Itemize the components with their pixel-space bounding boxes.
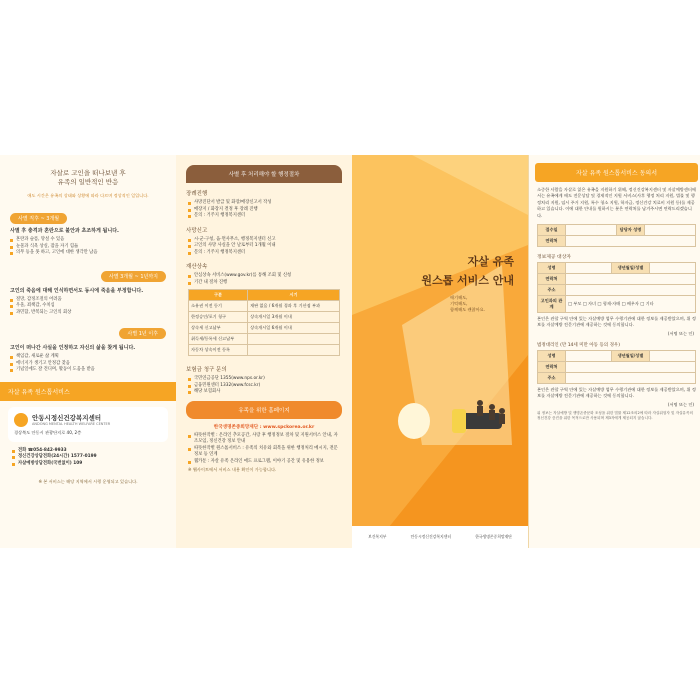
cover-footer-logos	[352, 526, 528, 548]
list-item: 국민연금공단 1355(www.nps.or.kr)	[188, 376, 340, 383]
center-card	[8, 407, 168, 442]
table-cell: 상속개시일 6개월 이내	[248, 323, 340, 334]
panel-cover	[352, 155, 528, 548]
table-cell: 한정승인/포기 청구	[189, 312, 248, 323]
list-item: 안심상속 서비스(www.gov.kr)를 통해 조회 및 신청	[188, 273, 340, 280]
list-item: 우울, 죄책감, 수치심	[10, 303, 166, 310]
table-row	[189, 312, 340, 323]
table-row	[189, 323, 340, 334]
address-field[interactable]	[566, 285, 696, 296]
intake-contact-field[interactable]	[566, 236, 696, 247]
phone-field[interactable]	[566, 274, 696, 285]
field-label: 연락처	[538, 362, 566, 373]
info-provider-title: 정보제공 대상자	[537, 255, 571, 261]
field-label: 생년월일/성별	[612, 263, 650, 274]
center-name-en: ANDONG MENTAL HEALTH WELFARE CENTER	[32, 422, 111, 426]
field-label: 고인과의 관계	[538, 296, 566, 313]
relation-options[interactable]: □ 부모 □ 자녀 □ 형제·자매 □ 배우자 □ 기타	[566, 296, 696, 313]
ministry-logo-text: 보건복지부	[368, 534, 387, 539]
stage1-list	[10, 237, 166, 257]
list-item: 웹카툰 : 자살 유족 온라인 애도 프로그램, 이야기 공간 및 유용한 정보	[188, 459, 340, 466]
site-services-list	[176, 433, 352, 466]
list-item: 기간 내 절차 진행	[188, 280, 340, 287]
consent-form-title: 자살 유족 원스톱서비스 동의서	[535, 163, 698, 182]
section-funeral-list	[176, 200, 352, 220]
flashlight-glow	[398, 403, 430, 439]
intake-table	[537, 224, 696, 247]
field-label: 주소	[538, 373, 566, 384]
guardian-birth-field[interactable]	[650, 351, 696, 362]
list-item: 고인의 사망 사실을 안 날로부터 1개월 이내	[188, 243, 340, 250]
list-item: 에너지가 생기고 안정감 찾음	[10, 361, 166, 368]
signature-field[interactable]: (서명 또는 인)	[667, 331, 694, 337]
legal-guardian-title: 법정대리인 (만 14세 미만 아동 등의 경우)	[537, 343, 621, 349]
cover-title-line1: 자살 유족	[467, 255, 514, 268]
table-cell	[248, 345, 340, 356]
signature-field-2[interactable]: (서명 또는 인)	[667, 402, 694, 408]
panel1-heading-line1: 자살로 고인을 떠나보낸 후	[50, 169, 126, 177]
center-name: 안동시정신건강복지센터	[32, 414, 102, 422]
guardian-phone-field[interactable]	[566, 362, 696, 373]
homepage-bar: 유족을 위한 홈페이지	[186, 401, 342, 419]
list-item: 금융민원센터 1332(www.fcsc.kr)	[188, 383, 340, 390]
site-note: ※ 웹사이트에서 서비스 내용 확인이 가능합니다.	[188, 467, 277, 472]
list-item: 따뜻한작별 원스톱서비스 : 유족의 치유와 회복을 위한 행정처리 메시지, 전문 정보 등 연계	[188, 446, 340, 459]
list-item: 해당 보험회사	[188, 389, 340, 396]
table-cell	[248, 334, 340, 345]
field-label: 접수일	[538, 225, 566, 236]
field-label: 생년월일/성별	[612, 351, 650, 362]
section-funeral-title: 장례진행	[186, 191, 208, 197]
field-label: 성명	[538, 351, 566, 362]
contact-phone: 전화 ☎054-842-9933	[12, 448, 164, 455]
table-cell: 취득세/등록세 신고납부	[189, 334, 248, 345]
table-row	[189, 345, 340, 356]
stage1-text: 사별 후 충격과 혼란으로 불안과 초조하게 됩니다.	[10, 228, 119, 234]
received-date-field[interactable]	[566, 225, 617, 236]
stage3-tag: 사별 1년 이후	[119, 328, 166, 339]
list-item: 문의 : 거주지 행정복지센터	[188, 250, 340, 257]
contact-prevention: 자살예방상담전화(국번없이) 109	[12, 461, 164, 468]
section-death-report-title: 사망신고	[186, 227, 208, 234]
list-item: 시·군·구청, 읍·면사무소, 행정복지센터 신고	[188, 237, 340, 244]
consent-statement-2: 본인은 관할 구역 안에 있는 자살예방 업무 수행기관에 대한 정보를 제공받았으며, 위 정보를 자살예방 전문기관에 제공하는 것에 동의합니다.	[537, 387, 696, 399]
stage2-list	[10, 297, 166, 317]
table-row	[189, 301, 340, 312]
panel-grief-reactions	[0, 155, 176, 548]
list-item: 혼란과 슬픔, 망설 수 있음	[10, 237, 166, 244]
center-logo-text: 안동시정신건강복지센터	[410, 534, 451, 539]
panel1-footer-note: ※ 본 서비스는 해당 지역에서 시행 운영되고 있습니다.	[38, 479, 138, 484]
list-item: 눈물과 식욕 상실, 잠을 자기 힘듦	[10, 244, 166, 251]
foundation-site-link[interactable]: 한국생명존중희망재단 : www.spckorea.or.kr	[213, 424, 315, 430]
list-item: 기념일에도 잘 견디며, 활동이 도움을 받음	[10, 367, 166, 374]
field-label: 연락처	[538, 274, 566, 285]
list-item: 따뜻한작별 : 온라인 추모공간, 사랑 후 행정정보 절차 및 지원서비스 안내, 자조모임, 정신건강 정보 안내	[188, 433, 340, 446]
panel-consent-form	[528, 155, 700, 548]
name-field[interactable]	[566, 263, 612, 274]
consent-intro: 소중한 사람을 자살로 잃은 유족을 지원하기 위해, 정신건강복지센터 및 자살예방센터에서는 유족에게 애도 전문상담 및 경제적인 지원 서비스(사후 행정 처리 지원, 법률 및 행정처리 지원, 임시 주거 지원, 특수 청소 지원, 학자금, 정신건강 치료비 지원 등)를 제공하고 있습니다. 이에 대한 안내를 원하시는 분은 연락처를 남겨주시면 연락드리겠습니다.	[537, 187, 696, 218]
section-inheritance-title: 재산상속	[186, 264, 208, 270]
contact-list	[0, 448, 176, 468]
birth-gender-field[interactable]	[650, 263, 696, 274]
consent-statement: 본인은 관할 구역 안에 있는 자살예방 업무 수행기관에 대한 정보를 제공받았으며, 위 정보를 자살예방 전문기관에 제공하는 것에 동의합니다.	[537, 316, 696, 328]
table-cell: 소유권 이전 등기	[189, 301, 248, 312]
table-cell: 상속세 신고납부	[189, 323, 248, 334]
stage2-text: 고인의 죽음에 대해 인식하면서도 동시에 죽음을 부정합니다.	[10, 287, 144, 294]
list-item: 책임감, 새로운 삶 계획	[10, 354, 166, 361]
table-cell: 상속개시일 3개월 이내	[248, 312, 340, 323]
center-address: 경상북도 안동시 관광단지로 40, 2층	[14, 429, 82, 435]
section-death-report-list	[176, 237, 352, 257]
guardian-name-field[interactable]	[566, 351, 612, 362]
table-row	[189, 334, 340, 345]
field-label: 주소	[538, 285, 566, 296]
panel1-heading-line2: 유족의 일반적인 반응	[57, 178, 119, 186]
field-label: 담당자 성명	[617, 225, 645, 236]
list-item: 절망, 감정조절의 어려움	[10, 297, 166, 304]
stage3-list	[10, 354, 166, 374]
stage2-tag: 사별 3개월 ~ 1년까지	[101, 271, 166, 282]
list-item: 과민함, 반복되는 고인의 회상	[10, 310, 166, 317]
section-insurance-list	[176, 376, 352, 396]
flashlight-illustration	[352, 385, 528, 505]
table-cell: 재판 없음 / 6개월 경과 후 기산점 부과	[248, 301, 340, 312]
field-label: 성명	[538, 263, 566, 274]
stage3-text: 고인이 떠나간 사실을 인정하고 자신의 삶을 찾게 됩니다.	[10, 345, 136, 351]
foundation-logo-text: 한국생명존중희망재단	[475, 534, 512, 539]
list-item: 문의 : 거주지 행정복지센터	[188, 213, 340, 220]
inheritance-table	[188, 289, 340, 356]
panel-admin-procedures	[176, 155, 352, 548]
table-header: 시기	[248, 290, 340, 301]
guardian-address-field[interactable]	[566, 373, 696, 384]
section-inheritance-list	[176, 273, 352, 286]
section-insurance-title: 보험금 청구 문의	[186, 367, 227, 373]
cover-tagline-1: 애기해도,	[450, 295, 468, 300]
table-header: 구분	[189, 290, 248, 301]
cover-title-line2: 원스톱 서비스 안내	[421, 274, 514, 287]
stage1-tag: 사별 직후 ~ 3개월	[10, 213, 67, 224]
panel1-subtitle: 애도 시간은 유족의 상태와 상황에 따라 다르며 정상적인 일입니다.	[27, 193, 149, 198]
info-table	[537, 262, 696, 313]
table-cell: 자동차 상속이전 등록	[189, 345, 248, 356]
list-item: 사망진단서 발급 및 화장/매장신고서 작성	[188, 200, 340, 207]
staff-name-field[interactable]	[645, 225, 696, 236]
center-logo-icon	[14, 413, 28, 427]
list-item: 의무 등을 못 하고, 고인에 대한 생각만 남음	[10, 250, 166, 257]
legal-table	[537, 350, 696, 384]
field-label: 연락처	[538, 236, 566, 247]
service-band: 자살 유족 원스톱서비스	[0, 382, 176, 401]
cover-tagline-2: 기억해도,	[450, 301, 468, 306]
legal-footnote: 위 정보는 자살예방 및 생명존중문화 조성을 위한 법률 제12조의2에 따라 자살위험자 및 자살유족의 정신건강 증진을 위한 목적으로만 사용되며 제3자에게 제공되지 않습니다.	[537, 411, 693, 421]
contact-hotline: 정신건강상담전화(24시간) 1577-0199	[12, 454, 164, 461]
admin-procedures-bar: 사별 후 처리해야 할 행정절차	[186, 165, 342, 183]
cover-tagline-3: 함께해도 괜찮아요.	[450, 307, 486, 312]
list-item: 매장지 / 화장지 결정 후 장례 진행	[188, 207, 340, 214]
